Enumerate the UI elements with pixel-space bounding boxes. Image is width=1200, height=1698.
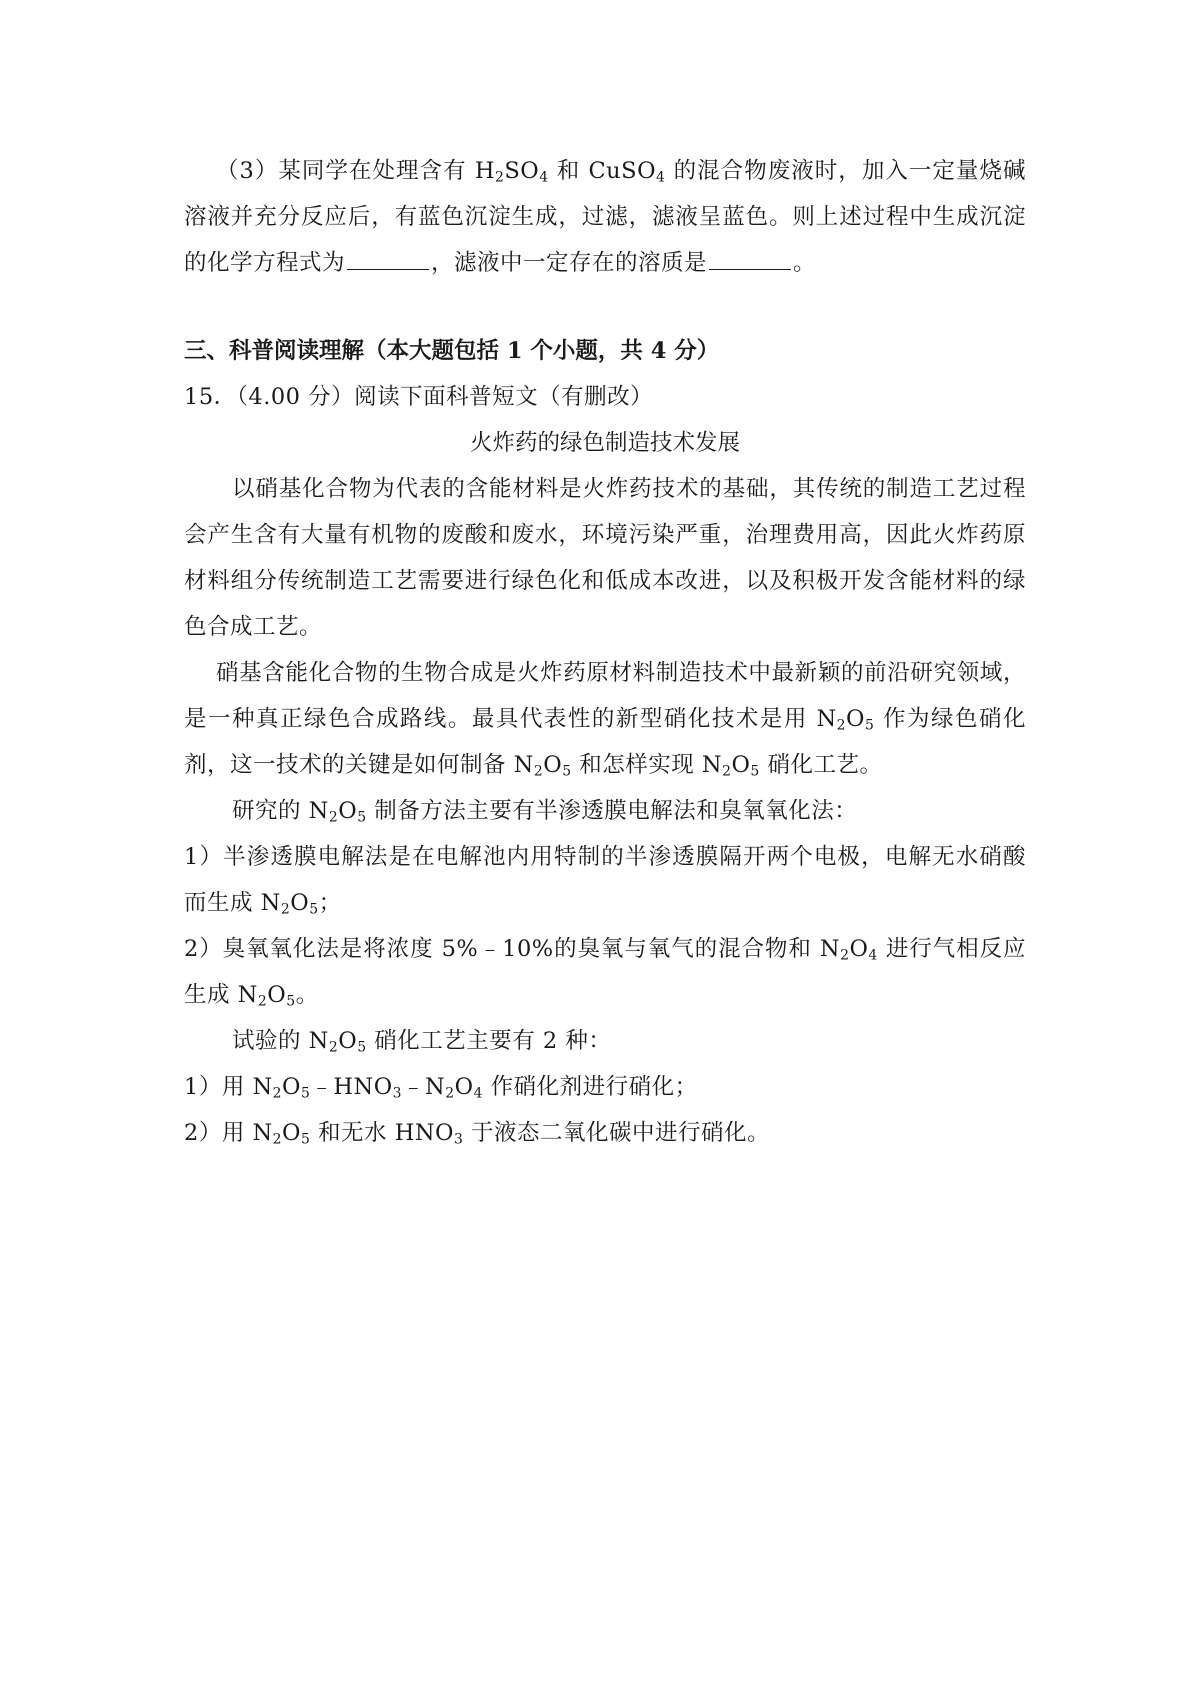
formula-n2o5: $N_2O_5$ xyxy=(237,982,296,1010)
formula-hno3: $HNO_3$ xyxy=(394,1120,464,1148)
answer-blank-solute[interactable] xyxy=(709,247,791,270)
formula-n2o4: $N_2O_4$ xyxy=(425,1074,483,1102)
formula-n2o5: $N_2O_5$ xyxy=(252,1120,311,1148)
question-15-header: 15．（4.00 分）阅读下面科普短文（有删改） xyxy=(184,384,654,410)
section-title: 三、科普阅读理解（本大题包括 1 个小题，共 4 分） xyxy=(184,338,720,364)
article-paragraph-1: 以硝基化合物为代表的含能材料是火炸药技术的基础，其传统的制造工艺过程会产生含有大量有机物的废酸和废水，环境污染严重，治理费用高，因此火炸药原材料组分传统制造工艺需要进行绿色化和低成本改进，以及积极开发含能材料的绿色合成工艺。 xyxy=(184,476,1026,640)
list-item-electrolysis: 1）半渗透膜电解法是在电解池内用特制的半渗透膜隔开两个电极，电解无水硝酸而生成 $N_2O_5$； xyxy=(184,844,1026,918)
formula-n2o5: $N_2O_5$ xyxy=(308,798,367,826)
formula-n2o4: $N_2O_4$ xyxy=(819,936,878,964)
formula-cuso4: CuSO$_4$ xyxy=(588,158,666,186)
formula-n2o5: $N_2O_5$ xyxy=(252,1074,311,1102)
document-page xyxy=(184,148,1026,1156)
answer-blank-equation[interactable] xyxy=(347,247,429,270)
article-paragraph-4: 试验的 $N_2O_5$ 硝化工艺主要有 2 种： xyxy=(232,1028,612,1056)
list-item-ozone: 2）臭氧氧化法是将浓度 5%﹣10%的臭氧与氧气的混合物和 $N_2O_4$ 进行气相反应生成 $N_2O_5$。 xyxy=(184,936,1026,1010)
formula-n2o5: $N_2O_5$ xyxy=(816,706,875,734)
formula-h2so4: $H_2SO_4$ xyxy=(474,158,549,186)
formula-hno3: $HNO_3$ xyxy=(333,1074,403,1102)
article-title: 火炸药的绿色制造技术发展 xyxy=(469,430,740,456)
article-paragraph-3: 研究的 $N_2O_5$ 制备方法主要有半渗透膜电解法和臭氧氧化法： xyxy=(232,798,858,826)
list-item-nitration-2: 2）用 $N_2O_5$ 和无水 $HNO_3$ 于液态二氧化碳中进行硝化。 xyxy=(184,1120,771,1148)
formula-n2o5: $N_2O_5$ xyxy=(513,752,572,780)
formula-n2o5: $N_2O_5$ xyxy=(260,890,319,918)
formula-n2o5: $N_2O_5$ xyxy=(701,752,760,780)
article-paragraph-2: 硝基含能化合物的生物合成是火炸药原材料制造技术中最新颖的前沿研究领域，是一种真正绿色合成路线。最具代表性的新型硝化技术是用 $N_2O_5$ 作为绿色硝化剂，这一技术的关键是如何制备 $N_2O_5$ 和怎样实现 $N_2O_5$ 硝化工艺。 xyxy=(184,660,1026,780)
formula-n2o5: $N_2O_5$ xyxy=(308,1028,367,1056)
list-item-nitration-1: 1）用 $N_2O_5﹣HNO_3﹣N_2O_4$ 作硝化剂进行硝化； xyxy=(184,1074,698,1102)
question-3-text: （3）某同学在处理含有 $H_2SO_4$ 和 CuSO$_4$ 的混合物废液时，加入一定量烧碱溶液并充分反应后，有蓝色沉淀生成，过滤，滤液呈蓝色。则上述过程中生成沉淀的化学方程式为 ，滤液中一定存在的溶质是 。 xyxy=(184,158,1026,276)
